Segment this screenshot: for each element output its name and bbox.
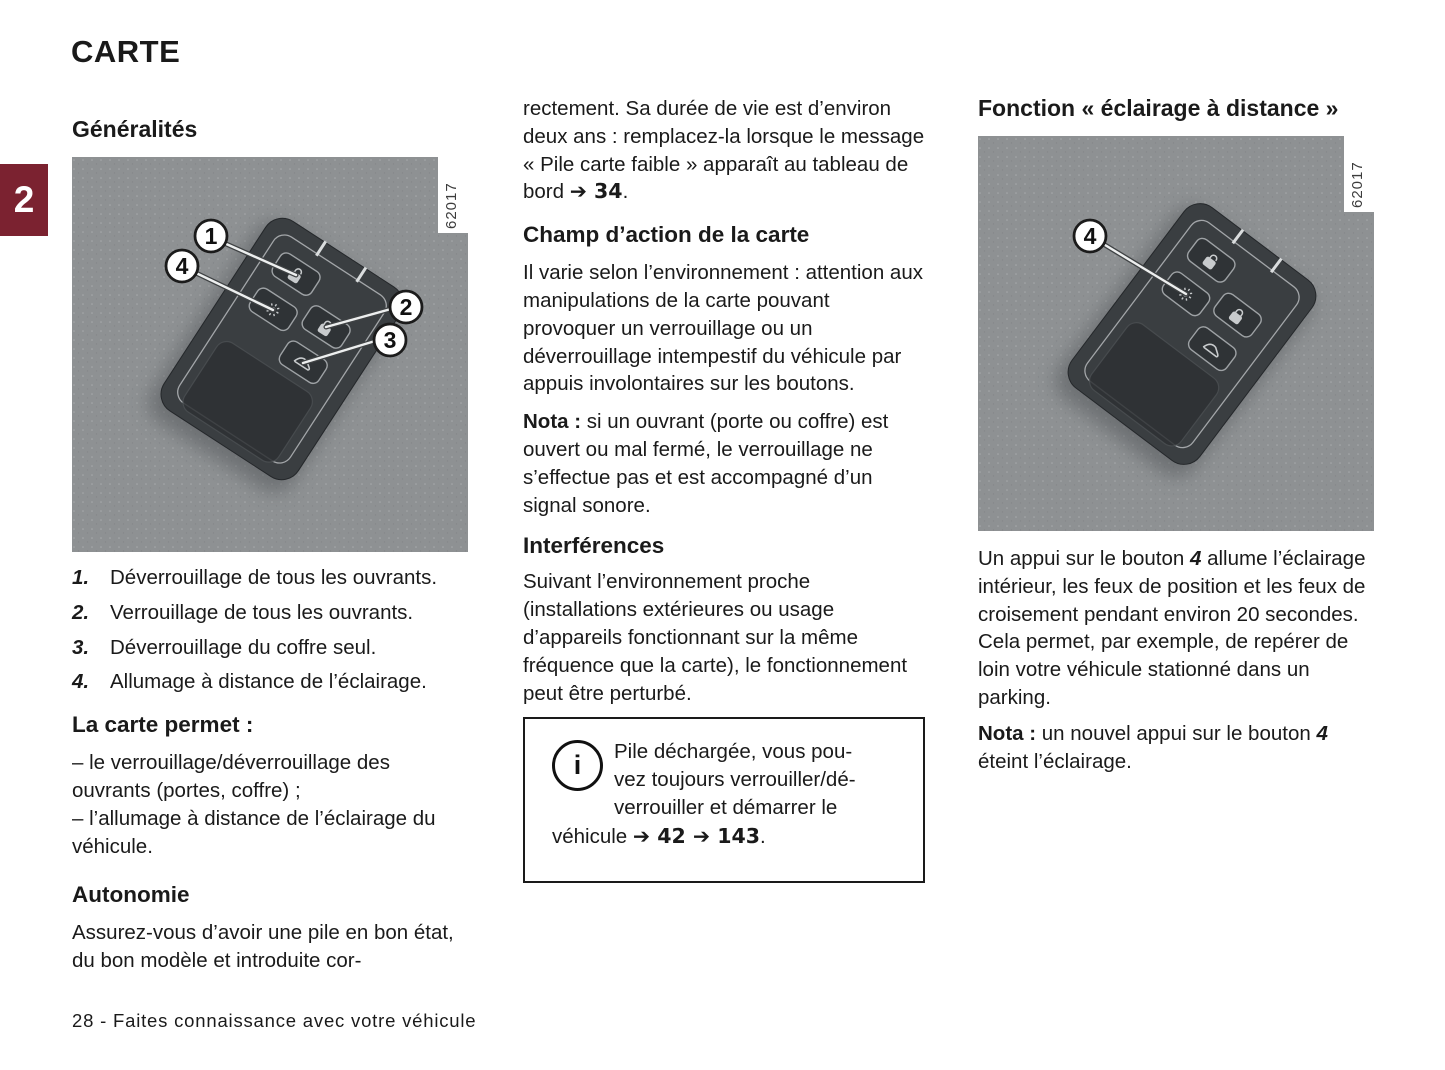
bullet-item: – l’allumage à distance de l’éclairage du véhicule. [72, 806, 436, 858]
paragraph-interferences: Suivant l’environnement proche (installations extérieures ou usage d’appareils fonctionnant sur la même fréquence que la carte), le fonctionnement peut être perturbé. [523, 570, 908, 705]
page-title: CARTE [71, 34, 181, 69]
paragraph-nota-ouvrant: Nota : si un ouvrant (porte ou coffre) est ouvert ou mal fermé, le verrouillage ne s’effectue pas et est accompagné d’un signal sonore. [523, 410, 889, 517]
legend-item [72, 564, 470, 592]
callout-4 [166, 250, 198, 282]
section-heading-la-carte-permet: La carte permet : [72, 712, 254, 738]
note-line: verrouiller et démarrer le [614, 796, 838, 820]
svg-text:1: 1 [204, 223, 218, 249]
info-icon: i [552, 740, 603, 791]
paragraph-bouton4-allume: Un appui sur le bouton 4 allume l’éclairage intérieur, les feux de position et les feux de croisement pendant environ 20 secondes. Cela permet, par exemple, de repérer de loin votre véhicule stationné dans un parking. [978, 547, 1366, 709]
legend-text: Verrouillage de tous les ouvrants. [110, 600, 414, 624]
info-note-box [523, 717, 925, 883]
bullet-list [72, 749, 470, 860]
figure-legend [72, 564, 470, 696]
figure-keycard-overview [72, 157, 470, 552]
figure-ref-number: 62017 [1349, 161, 1366, 208]
svg-text:3: 3 [383, 327, 397, 353]
section-heading-champ-action: Champ d’action de la carte [523, 222, 810, 248]
figure-ref-number: 62017 [443, 182, 460, 229]
keycard-photo-1 [72, 157, 468, 552]
legend-num: 2. [72, 600, 90, 624]
column-2 [523, 95, 925, 883]
svg-text:4: 4 [175, 253, 189, 279]
legend-text: Déverrouillage du coffre seul. [110, 635, 377, 659]
section-heading-interferences: Interférences [523, 533, 665, 559]
legend-item [72, 634, 470, 662]
chapter-tab: 2 [0, 164, 48, 236]
callout-4 [1074, 220, 1106, 252]
bullet-item: – le verrouillage/déverrouillage des ouvrants (portes, coffre) ; [72, 751, 390, 802]
cross-ref-34: ➔ 34 [569, 179, 623, 204]
legend-num: 3. [72, 635, 90, 659]
column-1 [72, 116, 470, 983]
paragraph-nota-eteint: Nota : un nouvel appui sur le bouton 4 éteint l’éclairage. [978, 721, 1328, 773]
button-4-ref: 4 [1189, 547, 1202, 570]
note-line: véhicule ➔ 42 ➔ 143. [552, 824, 766, 849]
section-heading-eclairage-distance: Fonction « éclairage à distance » [978, 95, 1339, 121]
legend-num: 1. [72, 566, 90, 589]
svg-text:2: 2 [399, 294, 413, 320]
legend-text: Allumage à distance de l’éclairage. [110, 670, 427, 694]
section-heading-autonomie: Autonomie [72, 882, 190, 908]
callout-3 [374, 324, 406, 356]
paragraph-autonomie: Assurez-vous d’avoir une pile en bon état, du bon modèle et introduite cor- [72, 921, 454, 973]
paragraph-champ-action: Il varie selon l’environnement : attention aux manipulations de la carte pouvant provoquer un verrouillage ou un déverrouillage intempestif du véhicule par appuis involontaires sur les boutons. [523, 261, 923, 396]
legend-item [72, 599, 470, 627]
note-line: vez toujours verrouiller/dé- [614, 768, 856, 792]
keycard-photo-2 [978, 136, 1374, 531]
paragraph-pile-duree: rectement. Sa durée de vie est d’environ deux ans : remplacez-la lorsque le message « Pile carte faible » apparaît au tableau de bord ➔ 34. [523, 97, 925, 204]
button-4-ref: 4 [1316, 721, 1328, 745]
legend-item [72, 668, 470, 696]
legend-num: 4. [72, 670, 90, 694]
callout-1 [195, 220, 227, 252]
page-footer: 28 - Faites connaissance avec votre véhicule [72, 1010, 477, 1031]
svg-text:4: 4 [1083, 223, 1097, 249]
section-heading-generalites: Généralités [72, 116, 198, 142]
note-line: Pile déchargée, vous pou- [614, 740, 853, 764]
figure-keycard-lighting [978, 136, 1376, 531]
cross-ref-42-143: ➔ 42 ➔ 143 [632, 824, 761, 849]
column-3 [978, 95, 1376, 783]
callout-2 [390, 291, 422, 323]
legend-text: Déverrouillage de tous les ouvrants. [110, 566, 438, 589]
